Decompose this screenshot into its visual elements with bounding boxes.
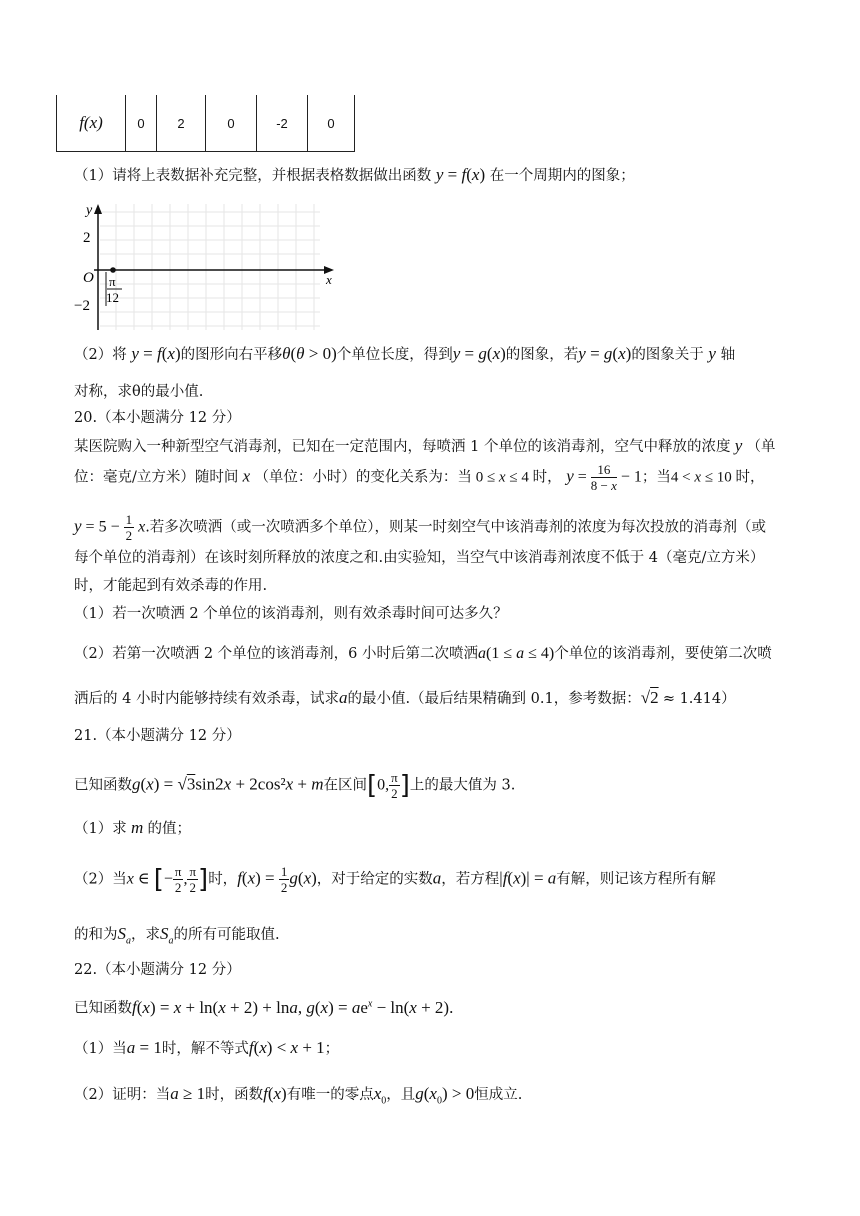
formula: x	[238, 466, 255, 486]
origin-label: O	[83, 270, 94, 286]
formula: y	[578, 344, 586, 363]
q22-text: 时，函数	[205, 1087, 264, 1103]
formula: (x)	[297, 868, 317, 888]
x-axis-label: x	[326, 272, 332, 287]
formula-a-range: a(1 ≤ a ≤ 4)	[478, 645, 555, 662]
formula-domain2: 4 < x ≤ 10	[670, 469, 736, 486]
q19-part1	[74, 165, 635, 186]
formula-g: (x) = √3sin2x + 2cos²x + m	[140, 774, 324, 794]
q19-part1-text-end: 在一个周期内的图象；	[489, 168, 635, 184]
formula-interval: ]	[399, 770, 410, 801]
formula: f(x) < x + 1	[248, 1038, 325, 1057]
q19-part2-text: 轴	[720, 347, 736, 363]
table-cell: 0	[206, 95, 257, 152]
q21-text: 的值；	[147, 821, 192, 837]
formula-domain: ]	[198, 864, 209, 895]
q21-text: 的所有可能取值.	[173, 927, 280, 943]
q21-text: 已知函数	[74, 777, 132, 794]
formula-interval-fraction: $\frac{\pi}{2}$	[391, 770, 398, 801]
q19-part2-line2: 对称，求θ的最小值.	[74, 384, 204, 400]
formula: $S_a$	[160, 924, 174, 947]
q19-part1-text: （1）请将上表数据补充完整，并根据表格数据做出函数	[74, 168, 432, 184]
q20-text: 个单位的该消毒剂，要使第二次喷	[554, 646, 772, 662]
formula: a ≥ 1	[170, 1084, 206, 1103]
q20-part2	[74, 644, 772, 664]
formula-interval: 0,	[377, 776, 390, 794]
q20-line1	[74, 436, 776, 457]
table-cell: -2	[257, 95, 308, 152]
formula-half: $\frac{1}{2}$	[280, 864, 288, 895]
q21-part1	[74, 818, 191, 839]
formula: a = 1	[126, 1038, 162, 1057]
q22-header: 22.（本小题满分 12 分）	[74, 962, 241, 978]
formula: y	[708, 344, 716, 363]
formula: f	[237, 868, 242, 888]
formula: =	[138, 344, 157, 363]
formula-domain-fraction: $\frac{\pi}{2}$	[189, 864, 197, 895]
y-tick-neg2: −2	[74, 298, 90, 314]
formula: $x_0$	[373, 1084, 387, 1107]
table-cell: 0	[308, 95, 355, 152]
formula-piece1-fraction: $\frac{16}{8 - x}$	[590, 462, 617, 493]
q20-text: 洒后的 4 小时内能够持续有效杀毒，试求	[74, 691, 339, 707]
formula-piece1: y	[566, 466, 574, 486]
q20-text: 某医院购入一种新型空气消毒剂，已知在一定范围内，每喷洒 1 个单位的该消毒剂，空气中释放的浓度	[74, 439, 731, 455]
q19-part2-text: 的图象关于	[631, 347, 704, 363]
formula: ∈	[133, 870, 154, 888]
formula: $S_a$	[117, 924, 131, 947]
q20-line2	[74, 462, 765, 493]
q20-text: .若多次喷洒（或一次喷洒多个单位），则某一时刻空气中该消毒剂的浓度为每次投放的消毒剂（或	[145, 519, 767, 536]
table-row	[57, 95, 355, 152]
coordinate-grid	[72, 198, 342, 332]
x-tick-numerator: π	[109, 274, 116, 289]
formula-y-eq-fx: (x)	[466, 165, 486, 184]
formula-theta: θ	[282, 344, 291, 363]
q20-text: 时，	[735, 469, 765, 486]
q22-text: 有唯一的零点	[286, 1087, 374, 1103]
formula-theta: (θ > 0)	[290, 344, 337, 363]
formula-f-g: f	[132, 997, 137, 1017]
q20-text: 时，	[532, 469, 562, 486]
q20-line5: 时，才能起到有效杀毒的作用.	[74, 578, 268, 594]
y-axis-arrow	[94, 204, 102, 214]
q19-part2-text: 的图象，若	[505, 347, 579, 363]
formula-abs: |f(x)| = a	[499, 868, 557, 888]
formula: x	[126, 870, 134, 888]
q19-part2-text: （2）将	[74, 347, 127, 363]
formula-domain-fraction: $\frac{\pi}{2}$	[174, 864, 182, 895]
x-tick-denominator: 12	[106, 290, 119, 305]
formula: g	[603, 344, 613, 363]
q21-text: ，对于给定的实数	[316, 871, 433, 888]
q20-text: 位：毫克/立方米）随时间	[74, 469, 239, 486]
q20-part2-line2	[74, 688, 736, 709]
formula: (x)	[161, 344, 181, 363]
formula: g	[478, 344, 487, 363]
q20-text: ；当	[641, 469, 671, 486]
q19-part2-text: 的图形向右平移	[180, 347, 283, 363]
q21-text: 的和为	[74, 927, 118, 943]
q20-line3	[74, 512, 766, 543]
table-row-label: f(x)	[57, 95, 126, 152]
q22-text: ，且	[386, 1087, 416, 1103]
q21-text: ，若方程	[441, 871, 500, 888]
formula-y-eq-fx: f	[461, 165, 467, 184]
formula-sqrt2: √2	[640, 688, 659, 707]
formula-piece2-fraction: $\frac{1}{2}$	[125, 512, 133, 543]
formula-y-eq-fx: =	[443, 165, 462, 184]
value-table	[56, 95, 355, 152]
q22-part1	[74, 1038, 339, 1059]
y-axis-label: y	[86, 203, 93, 218]
q21-header: 21.（本小题满分 12 分）	[74, 728, 241, 744]
q20-text: ≈ 1.414）	[662, 691, 736, 707]
q20-text: （2）若第一次喷洒 2 个单位的该消毒剂，6 小时后第二次喷洒	[74, 646, 479, 662]
q20-line4: 每个单位的消毒剂）在该时刻所释放的浓度之和.由实验知，当空气中该消毒剂浓度不低于 4（毫克/立方米）	[74, 550, 765, 566]
q20-text: 的最小值.（最后结果精确到 0.1，参考数据：	[347, 691, 641, 707]
q21-text: 有解，则记该方程所有解	[556, 871, 716, 888]
q21-text: （2）当	[74, 871, 127, 888]
formula-domain: [	[153, 864, 164, 895]
formula-f-g: (x) = x + ln(x + 2) + lna, $g(x) = ae^x - \ln(x + 2)$.	[136, 997, 454, 1017]
formula: =	[585, 344, 604, 363]
q21-line1	[74, 770, 515, 801]
formula: a	[338, 688, 348, 707]
q22-text: 时，解不等式	[161, 1041, 249, 1057]
formula: y	[730, 436, 747, 455]
q19-part2	[74, 344, 735, 365]
formula: =	[460, 344, 479, 363]
table-cell: 2	[157, 95, 206, 152]
y-tick-2: 2	[83, 230, 91, 246]
q22-text: 恒成立.	[474, 1087, 523, 1103]
table-cell: 0	[126, 95, 157, 152]
formula-g: g	[132, 774, 141, 794]
q21-text: （1）求	[74, 821, 127, 837]
q21-text: 时，	[208, 871, 238, 888]
formula-y-eq-fx: y	[435, 165, 444, 184]
formula-piece1: − 1	[616, 468, 642, 486]
formula: (x)	[612, 344, 632, 363]
formula-piece2: y	[74, 516, 82, 536]
formula-piece2: = 5 −	[81, 518, 124, 536]
q21-text: ，求	[131, 927, 160, 943]
q21-text: 上的最大值为 3.	[409, 777, 516, 794]
q21-part2-line2	[74, 924, 280, 951]
q22-part2	[74, 1084, 522, 1111]
q21-part2	[74, 864, 716, 895]
q22-text: （2）证明：当	[74, 1087, 171, 1103]
formula: y	[452, 344, 461, 363]
formula: $g(x_0) > 0$	[415, 1084, 475, 1107]
q20-part1: （1）若一次喷洒 2 个单位的该消毒剂，则有效杀毒时间可达多久？	[74, 606, 508, 622]
formula: y	[131, 344, 139, 363]
formula: (x) =	[241, 868, 279, 888]
q21-text: 在区间	[323, 777, 367, 794]
q20-header: 20.（本小题满分 12 分）	[74, 410, 241, 426]
formula: a	[432, 868, 442, 888]
formula: m	[126, 818, 148, 837]
q22-text: 已知函数	[74, 1000, 132, 1017]
q22-line1	[74, 994, 453, 1019]
q20-text: （单位：小时）的变化关系为：当	[254, 469, 472, 486]
formula-domain: −	[163, 870, 173, 888]
formula: (x)	[486, 344, 506, 363]
formula-interval: [	[366, 770, 378, 801]
formula: g	[289, 868, 298, 888]
q19-part2-text: 个单位长度，得到	[336, 347, 453, 363]
formula-domain1: 0 ≤ x ≤ 4	[471, 469, 533, 486]
formula: f	[156, 344, 162, 363]
formula-piece2: x	[134, 518, 146, 536]
start-point	[110, 267, 116, 273]
formula: f(x)	[263, 1084, 287, 1103]
formula-piece1: =	[573, 468, 591, 486]
formula-domain: ,	[183, 870, 188, 888]
q22-text: ；	[324, 1041, 340, 1057]
q22-text: （1）当	[74, 1041, 127, 1057]
q20-text: （单	[746, 439, 776, 455]
